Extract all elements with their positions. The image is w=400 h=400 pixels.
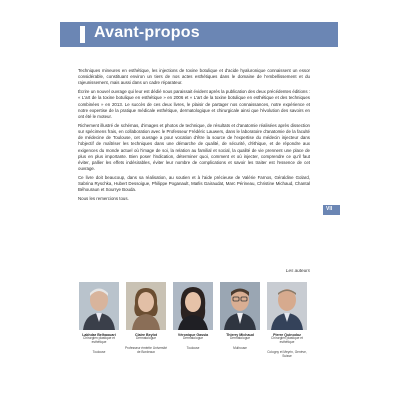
author-title: Chirurgien plastique et esthétique: [271, 336, 303, 344]
author-photo: [220, 282, 260, 330]
paragraph: Nous les remercions tous.: [78, 196, 129, 202]
author-name: Pierre Quinodoz: [273, 333, 301, 337]
paragraph: Richement illustré de schémas, d'images et photos de technique, de résultats et d'anatomie réalisées après dissection sur spécimens frais, en collaboration avec le Professeur Frédéric Lauwers, dans le laboratoire d'anatomie de la faculté de médecine de Toulouse, cet ouvrage a pour vocation d'être la source de l'expertise du médecin injecteur dans l'objectif de maîtriser les techniques dans une démarche de qualité, de sécurité, d'éthique, et de répondre aux exigences du monde actuel où l'image de soi, la relation au familial et social, la qualité de vie prennent une place de plus en plus importante. Bien poser l'indication, déterminer quoi, comment et où injecter, comprendre ce qu'il faut éviter, pallier les effets indésirables, éviter leur nombre de complications et savoir les traiter est l'essence de cet ouvrage.: [78, 122, 310, 172]
signature: Les auteurs: [285, 268, 310, 273]
author-name: Thierry Michaud: [226, 333, 254, 337]
paragraph: Ce livre doit beaucoup, dans sa réalisation, au soutien et à l'aide précieuse de Valérie Farnos, Géraldine Golard, Sabrina Ryschka, Hubert Dessoigue, Philippe Poganault, Maïlis Gairaudat, Marc Périneau, Christine Michaud, Chantal Béhouraun et Sourrye Bouda.: [78, 175, 310, 193]
authors-row: [78, 282, 310, 372]
page-title: Avant-propos: [94, 24, 200, 41]
page-number-tab: [323, 205, 340, 215]
body-text: [78, 68, 310, 205]
author-title: Dermatologue: [182, 336, 204, 341]
author-photo: [267, 282, 307, 330]
author-name: Véronique Gassia: [177, 333, 209, 337]
author-photo: [79, 282, 119, 330]
author-place: Toulouse: [92, 349, 106, 354]
author-card: [266, 282, 308, 358]
author-card: [78, 282, 120, 355]
author-place: Professeur émérite Université de Bordeaux: [125, 346, 167, 354]
author-card: [125, 282, 167, 355]
author-title: Chirurgien plastique et esthétique: [83, 336, 115, 344]
author-card: [172, 282, 214, 351]
author-place: Toulouse: [186, 346, 200, 350]
author-place: Cologny et Meyrin, Genève, Suisse: [267, 349, 307, 358]
author-place: Mulhouse: [233, 346, 247, 350]
author-title: Dermatologue: [229, 336, 251, 341]
paragraph: Techniques mineures en esthétique, les injections de toxine botulique et d'acide hyaluronique connaissent un essor considérable, constituant environ un tiers de nos actes esthétiques dans le domaine de l'embellissement et du rajeunissement, mais aussi dans un cadre réparateur.: [78, 68, 310, 86]
page-number: VII: [326, 206, 333, 212]
author-photo: [126, 282, 166, 330]
header-accent-bar: [80, 26, 85, 43]
author-name: Claire Beylot: [135, 333, 157, 337]
paragraph: Écrire un nouvel ouvrage qui leur est dédié nous paraissait évident après la publication des deux précédentes éditions : « L'art de la toxine botulique en esthétique » en 2006 et « L'art de la toxine botulique en esthétique et des techniques combinées » en 2013. Le succès de ces deux livres, le plaisir de partager nos connaissances, notre expérience et notre expertise de la pratique médicale esthétique, dermatologique et chirurgicale ainsi que l'évolution des savoirs en ont été le moteur.: [78, 89, 310, 120]
author-card: [219, 282, 261, 351]
author-title: Dermatologue: [135, 336, 157, 341]
author-name: Lakhdar Belhaouari: [82, 333, 116, 337]
author-photo: [173, 282, 213, 330]
chapter-header: [60, 22, 338, 47]
